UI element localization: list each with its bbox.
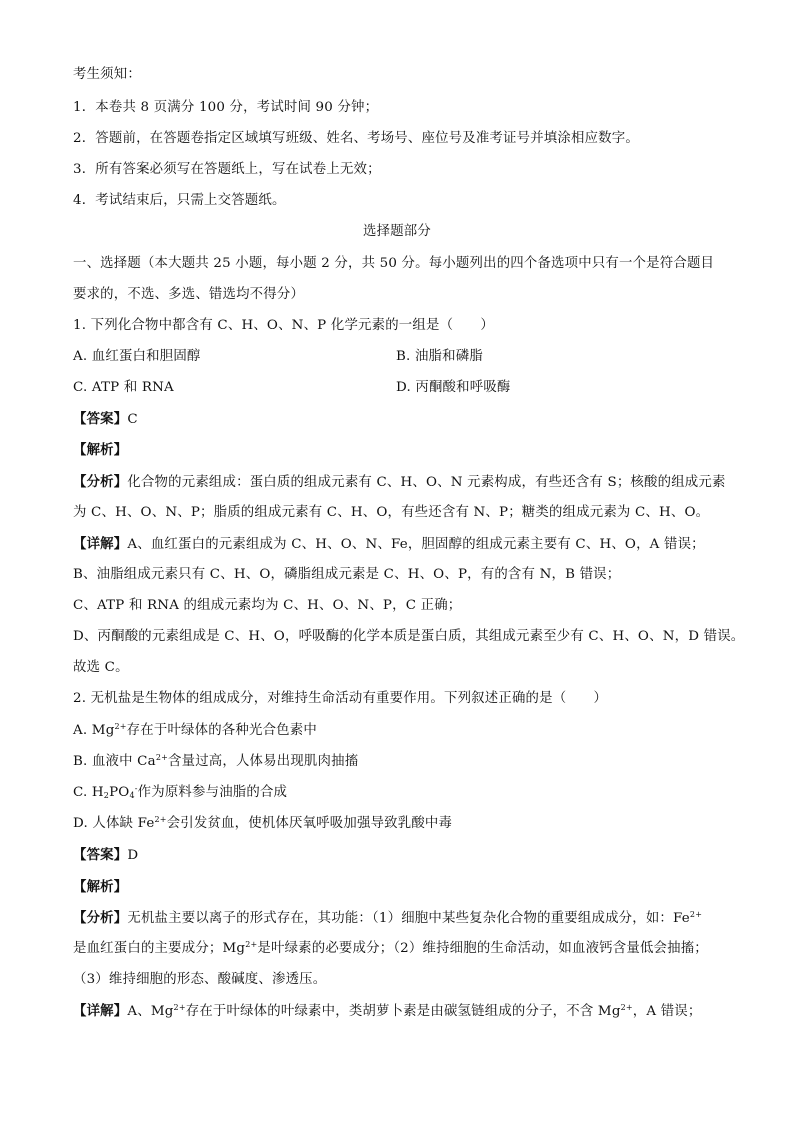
- question-1-option-b: B. 油脂和磷脂: [396, 349, 483, 364]
- question-2-option-b: [73, 753, 723, 771]
- answer-value: D: [127, 848, 139, 863]
- fenxi-text: 是叶绿素的必要成分；（2）维持细胞的生命活动，如血液钙含量低会抽搐；: [257, 941, 708, 956]
- analysis-label: 【解析】: [73, 442, 128, 458]
- question-2-option-c: [73, 784, 723, 802]
- fenxi-text: 无机盐主要以离子的形式存在，其功能：（1）细胞中某些复杂化合物的重要组成成分，如：Fe: [127, 911, 690, 926]
- fenxi-text: 化合物的元素组成：蛋白质的组成元素有 C、H、O、N 元素构成，有些还含有 S；核酸的组成元素: [127, 475, 726, 490]
- subscript: 4: [129, 791, 135, 800]
- option-text: C. H: [73, 785, 104, 800]
- section-intro: 一、选择题（本大题共 25 小题，每小题 2 分，共 50 分。每小题列出的四个备选项中只有一个是符合题目: [73, 256, 715, 271]
- question-1-xiangjie-d: D、丙酮酸的元素组成是 C、H、O，呼吸酶的化学本质是蛋白质，其组成元素至少有 C、H、O、N，D 错误。: [73, 629, 745, 644]
- option-text: 作为原料参与油脂的合成: [137, 785, 288, 800]
- option-text: 会引发贫血，使机体厌氧呼吸加强导致乳酸中毒: [166, 816, 453, 831]
- xiangjie-text: A、Mg: [127, 1004, 174, 1019]
- question-2-answer: [73, 846, 723, 865]
- question-1-answer: [73, 410, 723, 429]
- option-text: A. Mg: [73, 723, 115, 738]
- fenxi-tag: 【分析】: [73, 474, 128, 490]
- answer-tag: 【答案】: [73, 847, 128, 863]
- notice-item: 1．本卷共 8 页满分 100 分，考试时间 90 分钟；: [73, 100, 379, 115]
- superscript: 2+: [689, 910, 703, 919]
- option-text: 存在于叶绿体的各种光合色素中: [126, 723, 317, 738]
- question-2-fenxi: [73, 909, 723, 928]
- question-1-fenxi-cont: 为 C、H、O、N、P；脂质的组成元素有 C、H、O，有些还含有 N、P；糖类的组成元素为 C、H、O。: [73, 505, 710, 520]
- xiangjie-text: ，A 错误；: [632, 1004, 702, 1019]
- question-2-stem: 2. 无机盐是生物体的组成成分，对维持生命活动有重要作用。下列叙述正确的是（ ）: [73, 691, 608, 706]
- question-2-fenxi-end: （3）维持细胞的形态、酸碱度、渗透压。: [73, 972, 327, 987]
- fenxi-text: 是血红蛋白的主要成分；Mg: [73, 941, 246, 956]
- question-2-xiangjie: [73, 1002, 723, 1021]
- question-1-option-d: D. 丙酮酸和呼吸酶: [396, 380, 511, 395]
- superscript: 2+: [114, 722, 127, 731]
- superscript: 2+: [173, 1003, 186, 1012]
- section-intro: 要求的，不选、多选、错选均不得分）: [73, 287, 305, 302]
- notice-item: 3．所有答案必须写在答题纸上，写在试卷上无效；: [73, 162, 381, 177]
- xiangjie-tag: 【详解】: [73, 1003, 128, 1019]
- option-text: 含量过高，人体易出现肌肉抽搐: [168, 754, 359, 769]
- question-1-xiangjie: [73, 535, 723, 554]
- question-1-xiangjie-c: C、ATP 和 RNA 的组成元素均为 C、H、O、N、P，C 正确；: [73, 598, 462, 613]
- question-1-conclusion: 故选 C。: [73, 660, 129, 675]
- xiangjie-text: 存在于叶绿体的叶绿素中，类胡萝卜素是由碳氢链组成的分子，不含 Mg: [185, 1004, 621, 1019]
- xiangjie-tag: 【详解】: [73, 536, 128, 552]
- superscript: 2+: [155, 753, 169, 762]
- notice-item: 2．答题前，在答题卷指定区域填写班级、姓名、考场号、座位号及准考证号并填涂相应数字。: [73, 131, 639, 146]
- analysis-label: 【解析】: [73, 879, 128, 895]
- superscript: 2+: [154, 815, 167, 824]
- fenxi-tag: 【分析】: [73, 910, 128, 926]
- analysis-tag: [73, 441, 723, 460]
- answer-tag: 【答案】: [73, 411, 128, 427]
- analysis-tag: [73, 878, 723, 897]
- notice-item: 4．考试结束后，只需上交答题纸。: [73, 193, 286, 208]
- superscript: -: [134, 784, 138, 793]
- notice-heading: 考生须知：: [73, 67, 141, 82]
- xiangjie-text: A、血红蛋白的元素组成为 C、H、O、N、Fe，胆固醇的组成元素主要有 C、H、O，A 错误；: [127, 537, 705, 552]
- question-1-stem: 1. 下列化合物中都含有 C、H、O、N、P 化学元素的一组是（ ）: [73, 318, 494, 333]
- answer-value: C: [127, 412, 138, 427]
- superscript: 2+: [620, 1003, 633, 1012]
- question-2-option-d: [73, 815, 723, 833]
- question-1-xiangjie-b: B、油脂组成元素只有 C、H、O，磷脂组成元素是 C、H、O、P，有的含有 N，B 错误；: [73, 567, 621, 582]
- option-text: PO: [109, 785, 130, 800]
- question-1-option-c: C. ATP 和 RNA: [73, 380, 174, 395]
- question-1-fenxi: [73, 473, 726, 492]
- option-text: D. 人体缺 Fe: [73, 816, 155, 831]
- question-1-option-a: A. 血红蛋白和胆固醇: [73, 349, 201, 364]
- option-text: B. 血液中 Ca: [73, 754, 156, 769]
- subscript: 2: [103, 791, 110, 800]
- section-title: 选择题部分: [363, 224, 431, 239]
- superscript: 2+: [245, 940, 258, 949]
- question-2-option-a: [73, 722, 723, 740]
- question-2-fenxi-cont: [73, 940, 723, 958]
